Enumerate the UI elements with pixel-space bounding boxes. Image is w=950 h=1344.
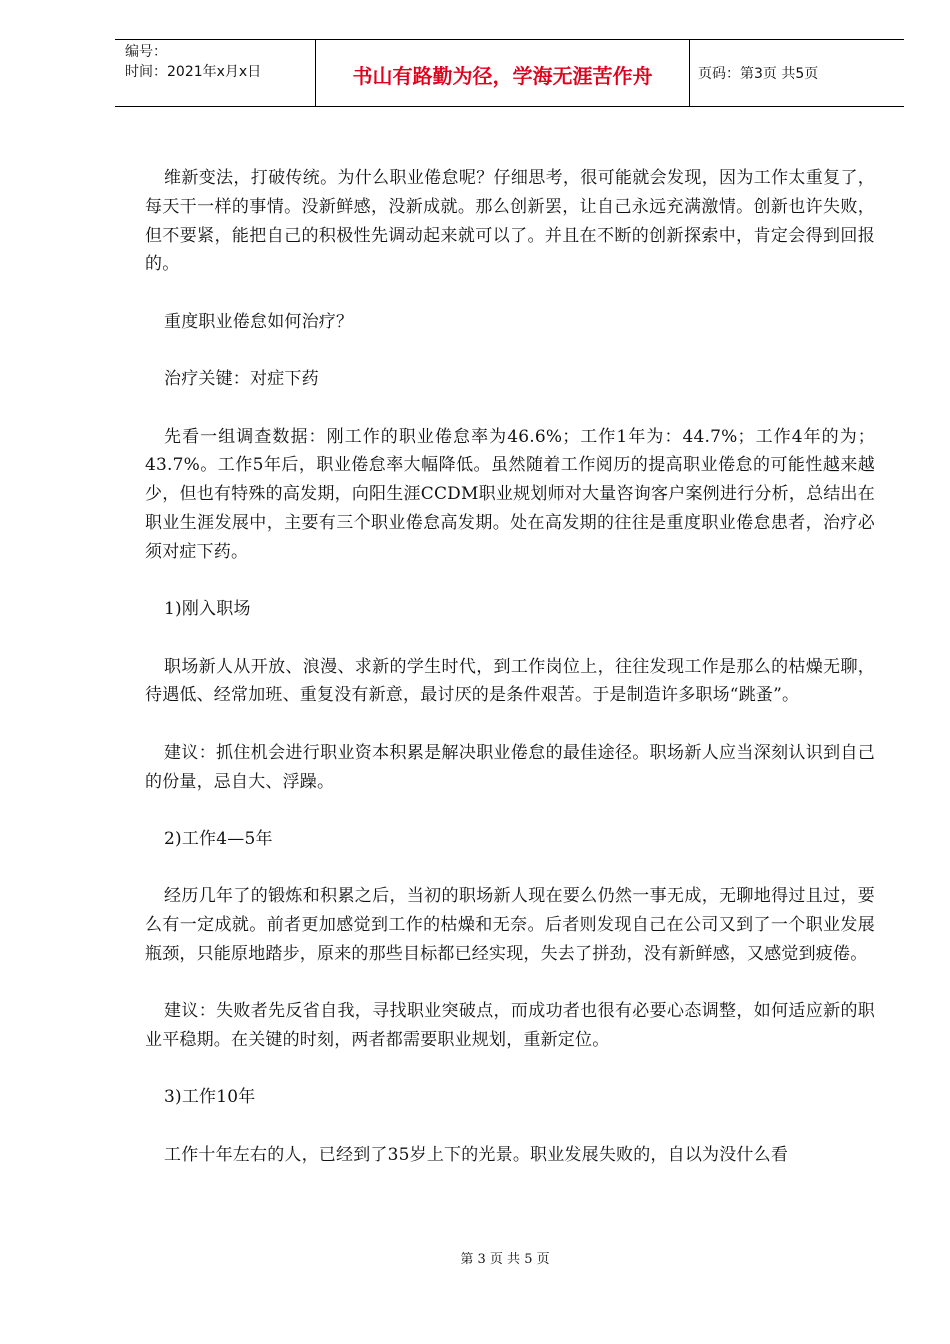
list-heading: 2)工作4—5年 [164, 828, 273, 849]
body-paragraph: 经历几年了的锻炼和积累之后，当初的职场新人现在要么仍然一事无成，无聊地得过且过，要么有一定成就。前者更加感觉到工作的枯燥和无奈。后者则发现自己在公司又到了一个职业发展瓶颈，只能原地踏步，原来的那些目标都已经实现，失去了拼劲，没有新鲜感，又感觉到疲倦。 [145, 886, 875, 964]
list-heading: 3)工作10年 [164, 1087, 256, 1108]
page-footer: 第 3 页 共 5 页 [460, 1252, 550, 1267]
section-subheading: 治疗关键：对症下药 [164, 369, 319, 390]
header-page-info: 页码：第3页 共5页 [698, 66, 819, 82]
section-heading: 重度职业倦怠如何治疗？ [164, 311, 354, 332]
page-header [115, 39, 904, 107]
body-paragraph: 先看一组调查数据：刚工作的职业倦怠率为46.6%；工作1年为：44.7%；工作4年的为；43.7%。工作5年后，职业倦怠率大幅降低。虽然随着工作阅历的提高职业倦怠的可能性越来越少，但也有特殊的高发期，向阳生涯CCDM职业规划师对大量咨询客户案例进行分析，总结出在职业生涯发展中，主要有三个职业倦怠高发期。处在高发期的往往是重度职业倦怠患者，治疗必须对症下药。 [145, 426, 875, 562]
advice-paragraph: 建议：失败者先反省自我，寻找职业突破点，而成功者也很有必要心态调整，如何适应新的职业平稳期。在关键的时刻，两者都需要职业规划，重新定位。 [145, 1001, 875, 1051]
list-heading: 1)刚入职场 [164, 599, 251, 620]
body-paragraph: 职场新人从开放、浪漫、求新的学生时代，到工作岗位上，往往发现工作是那么的枯燥无聊，待遇低、经常加班、重复没有新意，最讨厌的是条件艰苦。于是制造许多职场“跳蚤”。 [145, 656, 875, 706]
document-body [145, 164, 875, 1198]
header-meta [115, 40, 316, 106]
document-time-label: 时间：2021年x月x日 [125, 64, 262, 80]
header-motto: 书山有路勤为径，学海无涯苦作舟 [316, 40, 690, 106]
body-paragraph: 工作十年左右的人，已经到了35岁上下的光景。职业发展失败的，自以为没什么看 [164, 1144, 789, 1165]
body-paragraph: 维新变法，打破传统。为什么职业倦怠呢？仔细思考，很可能就会发现，因为工作太重复了，每天干一样的事情。没新鲜感，没新成就。那么创新罢，让自己永远充满激情。创新也许失败，但不要紧，能把自己的积极性先调动起来就可以了。并且在不断的创新探索中，肯定会得到回报的。 [145, 168, 875, 275]
document-number-label: 编号： [125, 44, 167, 60]
advice-paragraph: 建议：抓住机会进行职业资本积累是解决职业倦怠的最佳途径。职场新人应当深刻认识到自己的份量，忌自大、浮躁。 [145, 742, 875, 792]
